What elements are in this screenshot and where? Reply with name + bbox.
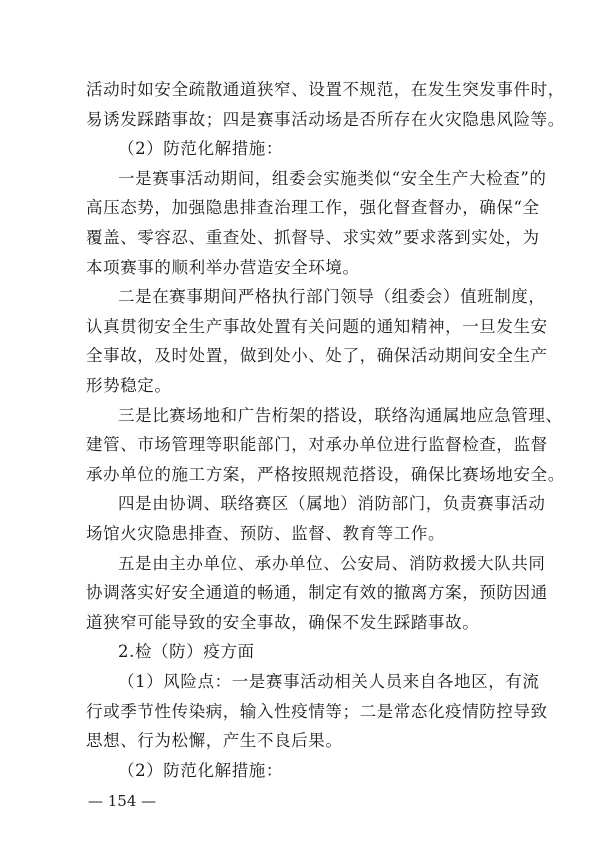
text-line: 高压态势，加强隐患排查治理工作，强化督查督办，确保“全 — [86, 198, 540, 218]
text-line: 道狭窄可能导致的安全事故，确保不发生踩踏事故。 — [86, 612, 480, 632]
text-line: 认真贯彻安全生产事故处置有关问题的通知精神，一旦发生安 — [86, 316, 548, 336]
text-line: 形势稳定。 — [86, 376, 172, 395]
text-line: 三是比赛场地和广告桁架的搭设，联络沟通属地应急管理、 — [118, 405, 563, 425]
text-line: （2）防范化解措施： — [118, 760, 283, 780]
text-line: 二是在赛事期间严格执行部门领导（组委会）值班制度， — [118, 287, 546, 307]
text-line: 五是由主办单位、承办单位、公安局、消防救援大队共同 — [118, 553, 546, 573]
text-line: 思想、行为松懈，产生不良后果。 — [86, 731, 343, 751]
text-line: （1）风险点：一是赛事活动相关人员来自各地区，有流 — [118, 672, 540, 691]
text-line: 四是由协调、联络赛区（属地）消防部门，负责赛事活动 — [118, 494, 546, 514]
text-line: 承办单位的施工方案，严格按照规范搭设，确保比赛场地安全。 — [86, 464, 565, 484]
text-line: 一是赛事活动期间，组委会实施类似“安全生产大检查”的 — [118, 168, 547, 188]
text-line: 建管、市场管理等职能部门，对承办单位进行监督检查，监督 — [86, 435, 548, 455]
text-line: 场馆火灾隐患排查、预防、监督、教育等工作。 — [86, 524, 446, 543]
text-line: 全事故，及时处置，做到处小、处了，确保活动期间安全生产 — [86, 346, 548, 366]
section-heading: 2.检（防）疫方面 — [118, 642, 255, 662]
text-line: 协调落实好安全通道的畅通，制定有效的撤离方案，预防因通 — [86, 583, 548, 603]
text-line: 本项赛事的顺利举办营造安全环境。 — [86, 257, 360, 277]
text-line: （2）防范化解措施： — [118, 139, 283, 159]
text-line: 行或季节性传染病，输入性疫情等；二是常态化疫情防控导致 — [86, 701, 548, 721]
text-line: 易诱发踩踏事故；四是赛事活动场是否所存在火灾隐患风险等。 — [86, 109, 565, 129]
text-line: 活动时如安全疏散通道狭窄、设置不规范，在发生突发事件时， — [86, 80, 565, 99]
page-number: — 154 — — [88, 792, 157, 810]
text-line: 覆盖、零容忍、重查处、抓督导、求实效”要求落到实处，为 — [86, 228, 540, 247]
